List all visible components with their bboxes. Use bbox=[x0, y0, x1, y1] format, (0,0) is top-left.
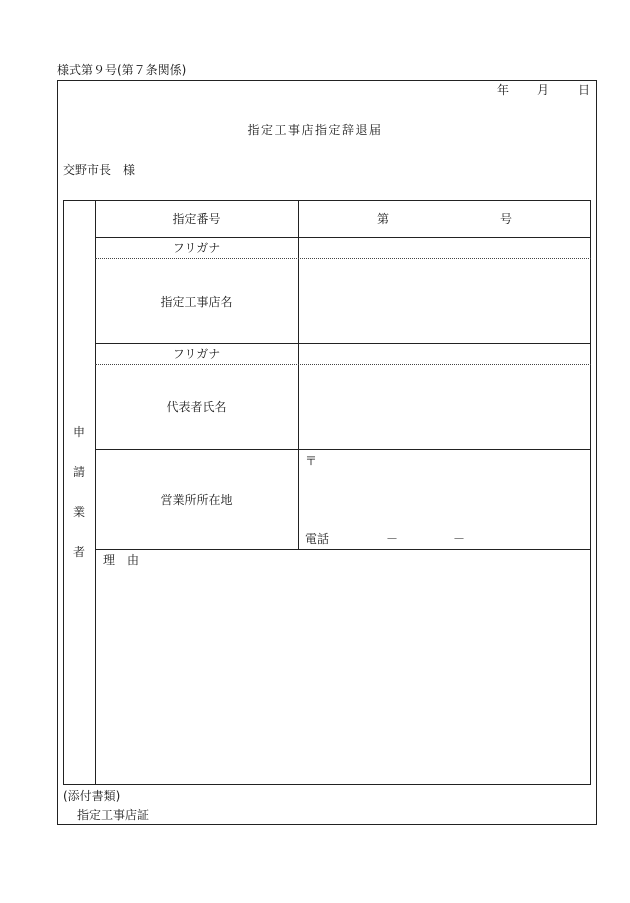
furigana-label: フリガナ bbox=[172, 347, 221, 361]
form-number-label: 様式第９号(第７条関係) bbox=[57, 63, 187, 77]
designation-number-prefix: 第 bbox=[377, 212, 390, 226]
attachments-heading: (添付書類) bbox=[63, 789, 121, 803]
document-title: 指定工事店指定辞退届 bbox=[247, 123, 383, 137]
postal-mark: 〒 bbox=[305, 454, 318, 468]
phone-dash: － bbox=[453, 532, 466, 546]
reason-label: 理 由 bbox=[103, 553, 140, 567]
furigana-divider bbox=[95, 258, 591, 259]
representative-name-label: 代表者氏名 bbox=[166, 400, 227, 414]
row-divider bbox=[95, 237, 591, 238]
office-address-label: 営業所所在地 bbox=[160, 493, 233, 507]
furigana-divider bbox=[95, 364, 591, 365]
row-divider bbox=[95, 549, 591, 550]
applicant-label-char: 業 bbox=[72, 505, 85, 519]
designation-number-suffix: 号 bbox=[500, 212, 513, 226]
designation-number-label: 指定番号 bbox=[172, 212, 221, 226]
date-year-label: 年 bbox=[497, 83, 510, 97]
row-divider bbox=[95, 343, 591, 344]
date-month-label: 月 bbox=[537, 83, 550, 97]
phone-label: 電話 bbox=[305, 532, 330, 546]
applicant-label-char: 申 bbox=[72, 425, 85, 439]
company-name-label: 指定工事店名 bbox=[160, 295, 233, 309]
addressee: 交野市長 様 bbox=[63, 163, 136, 177]
applicant-label-char: 者 bbox=[72, 545, 85, 559]
label-value-divider bbox=[298, 200, 299, 549]
date-day-label: 日 bbox=[578, 83, 591, 97]
furigana-label: フリガナ bbox=[172, 241, 221, 255]
row-divider bbox=[95, 449, 591, 450]
attachment-item: 指定工事店証 bbox=[77, 808, 150, 822]
phone-dash: － bbox=[386, 532, 399, 546]
applicant-label-char: 請 bbox=[72, 465, 85, 479]
